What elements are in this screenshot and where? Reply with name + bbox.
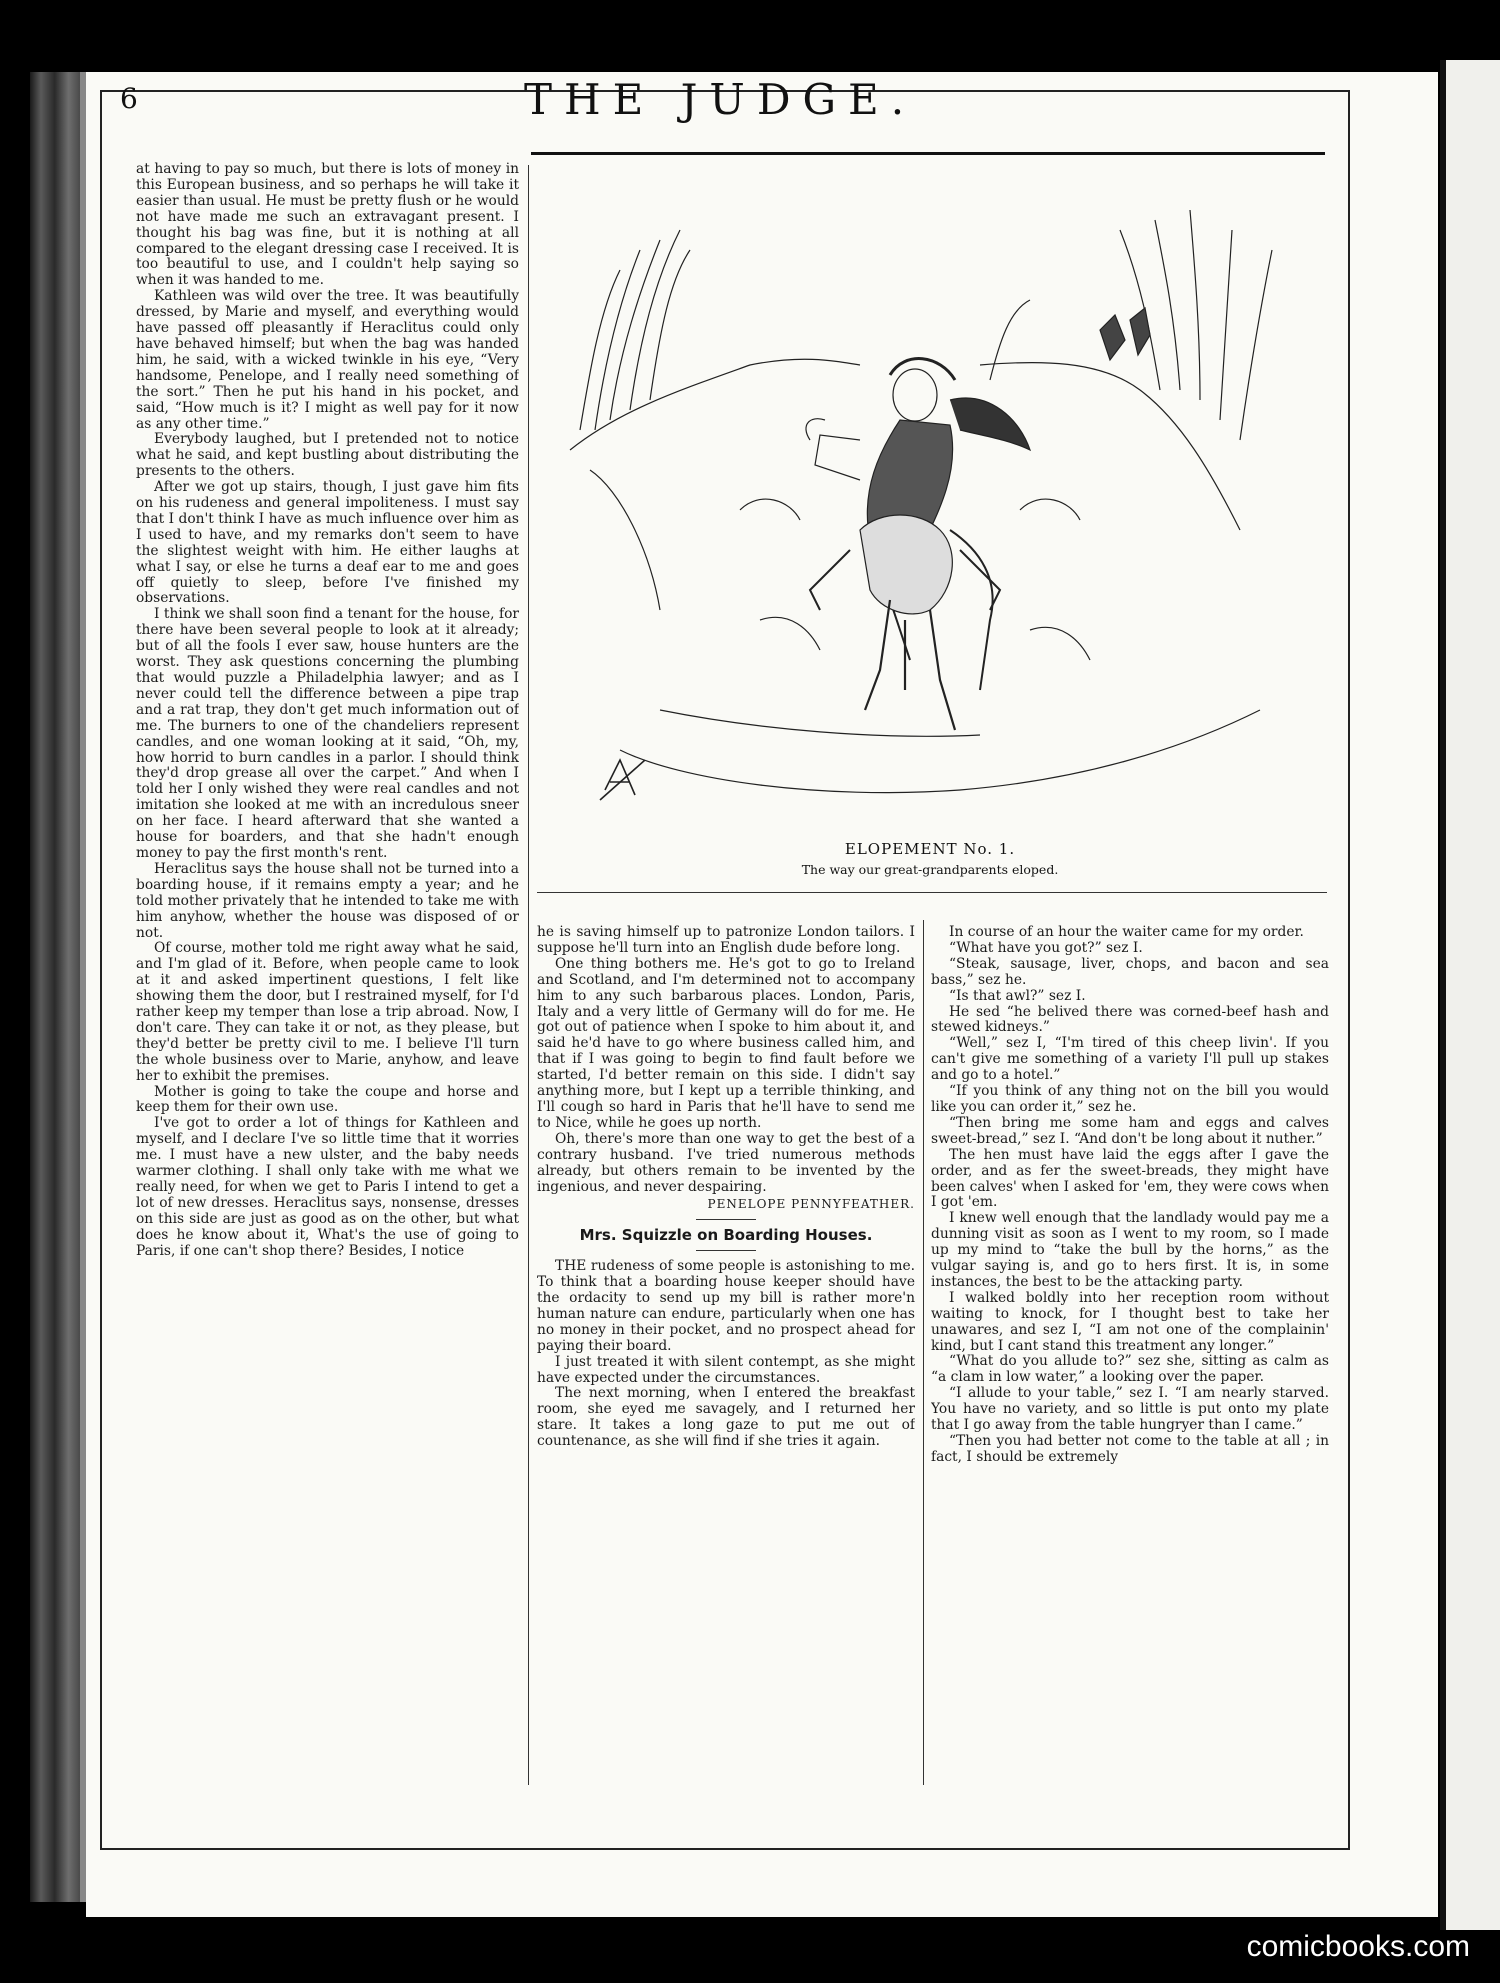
paragraph: I knew well enough that the landlady would pay me a dunning visit as soon as I went to my room, so I made up my mind to “take the bull by the horns,” as the vulgar saying is, and go to hers first. It is, in some instances, the best to be the attacking party. (931, 1210, 1329, 1290)
column-1 (136, 162, 519, 1802)
paragraph: “What have you got?” sez I. (949, 939, 1143, 956)
column-3 (931, 925, 1329, 1795)
masthead-rule (531, 152, 1325, 155)
article-heading: Mrs. Squizzle on Boarding Houses. (579, 1226, 873, 1245)
author-signature: PENELOPE PENNYFEATHER. (707, 1197, 915, 1212)
paragraph: The hen must have laid the eggs after I gave the order, and as fer the sweet-breads, they might have been calves' when I asked for 'em, they were cows when I got 'em. (931, 1146, 1329, 1211)
paragraph: Kathleen was wild over the tree. It was beautifully dressed, by Marie and myself, and everything would have passed off pleasantly if Heraclitus could only have behaved himself; but when the bag was handed him, he said, with a wicked twinkle in his eye, “Very handsome, Penelope, and I really need something of the sort.” Then he put his hand in his pocket, and said, “How much is it? I might as well pay for it now as any other time.” (136, 288, 519, 432)
paragraph: Mother is going to take the coupe and horse and keep them for their own use. (136, 1083, 519, 1116)
masthead-title: THE JUDGE. (523, 75, 917, 124)
caption-rule (537, 892, 1327, 893)
paragraph: “What do you allude to?” sez she, sitting as calm as “a clam in low water,” a looking over the paper. (931, 1353, 1329, 1386)
paragraph: He sed “he belived there was corned-beef hash and stewed kidneys.” (931, 1003, 1329, 1036)
paragraph: Everybody laughed, but I pretended not to notice what he said, and kept bustling about distributing the presents to the others. (136, 431, 519, 480)
paragraph: “Is that awl?” sez I. (949, 987, 1086, 1004)
paragraph: One thing bothers me. He's got to go to Ireland and Scotland, and I'm determined not to accompany him to any such barbarous places. London, Paris, Italy and a very little of Germany will do for me. He got out of patience when I spoke to him about it, and said he'd have to go where business called him, and that if I was going to begin to find fault before we started, I'd better remain on this side. I didn't say anything more, but I kept up a terrible thinking, and I'll cough so hard in Paris that he'll have to send me to Nice, while he goes up north. (537, 955, 915, 1131)
paragraph: I walked boldly into her reception room without waiting to knock, for I thought best to take her unawares, and sez I, “I am not one of the complainin' kind, but I cant stand this treatment any longer.” (931, 1289, 1329, 1354)
paragraph: After we got up stairs, though, I just gave him fits on his rudeness and general impoliteness. I must say that I don't think I have as much influence over him as I used to have, and my remarks don't seem to have the slightest weight with him. He either laughs at what I say, or else he turns a deaf ear to me and goes off quietly to sleep, before I've finished my observations. (136, 479, 519, 607)
paragraph: Heraclitus says the house shall not be turned into a boarding house, if it remains empty a year; and he told mother privately that he intended to take me with him anyhow, whether the house was disposed of or not. (136, 860, 519, 941)
paragraph: at having to pay so much, but there is lots of money in this European business, and so perhaps he will take it easier than usual. He must be pretty flush or he would not have made me such an extravagant present. I thought his bag was fine, but it is nothing at all compared to the elegant dressing case I received. It is too beautiful to use, and I couldn't help saying so when it was handed to me. (136, 162, 519, 289)
paragraph: THE rudeness of some people is astonishing to me. To think that a boarding house keeper should have the ordacity to send up my bill is rather more'n human nature can endure, particularly when one has no money in their pocket, and no prospect ahead for paying their board. (537, 1258, 915, 1354)
paragraph: “I allude to your table,” sez I. “I am nearly starved. You have no variety, and so little is put onto my plate that I go away from the table hungryer than I came.” (931, 1385, 1329, 1434)
paragraph: Of course, mother told me right away what he said, and I'm glad of it. Before, when people came to look at it and asked impertinent questions, I felt like showing them the door, but I restrained myself, for I'd rather keep my temper than lose a trip abroad. Now, I don't care. They can take it or not, as they please, but they'd better be pretty civil to me. I believe I'll turn the whole business over to Marie, anyhow, and leave her to exhibit the premises. (136, 940, 519, 1084)
column-divider (528, 165, 529, 1785)
paragraph: I just treated it with silent contempt, as she might have expected under the circumstances. (537, 1353, 915, 1386)
paragraph: “Then you had better not come to the table at all ; in fact, I should be extremely (931, 1433, 1329, 1465)
elopement-illustration (560, 190, 1300, 830)
paragraph: “If you think of any thing not on the bill you would like you can order it,” sez he. (931, 1083, 1329, 1115)
paragraph: he is saving himself up to patronize London tailors. I suppose he'll turn into an English dude before long. (537, 925, 915, 956)
column-2 (537, 925, 915, 1795)
site-watermark: comicbooks.com (1246, 1930, 1470, 1963)
paragraph: “Steak, sausage, liver, chops, and bacon and sea bass,” sez he. (931, 955, 1329, 988)
paragraph: “Well,” sez I, “I'm tired of this cheep livin'. If you can't give me something of a variety I'll pull up stakes and go to a hotel.” (931, 1035, 1329, 1084)
illustration-caption: The way our great-grandparents eloped. (801, 862, 1059, 877)
illustration-title: ELOPEMENT No. 1. (844, 840, 1016, 858)
paragraph: In course of an hour the waiter came for my order. (949, 925, 1304, 940)
next-page-edge (1440, 60, 1500, 1930)
paragraph: The next morning, when I entered the breakfast room, she eyed me savagely, and I returned her stare. It takes a long gaze to put me out of countenance, as she will find if she tries it again. (537, 1385, 915, 1450)
column-divider (923, 920, 924, 1785)
paragraph: I think we shall soon find a tenant for the house, for there have been several people to look at it already; but of all the fools I ever saw, house hunters are the worst. They ask questions concerning the plumbing that would puzzle a Philadelphia lawyer; and as I never could tell the difference between a pipe trap and a rat trap, they don't get much information out of me. The burners to one of the chandeliers represent candles, and one woman looking at it said, “Oh, my, how horrid to burn candles in a parlor. I should think they'd drop grease all over the carpet.” And when I told her I only wished they were real candles and not imitation she looked at me with an incredulous sneer on her face. I heard afterward that she wanted a house for boarders, and that she hadn't enough money to pay the first month's rent. (136, 606, 519, 861)
paragraph: I've got to order a lot of things for Kathleen and myself, and I declare I've so little time that it worries me. I must have a new ulster, and the baby needs warmer clothing. I shall only take with me what we really need, for when we get to Paris I intend to get a lot of new dresses. Heraclitus says, nonsense, dresses on this side are just as good as on the other, but what does he know about it, What's the use of going to Paris, if one can't shop there? Besides, I notice (136, 1115, 519, 1259)
article-divider (696, 1219, 756, 1220)
paragraph: “Then bring me some ham and eggs and calves sweet-bread,” sez I. “And don't be long about it nuther.” (931, 1114, 1329, 1147)
paragraph: Oh, there's more than one way to get the best of a contrary husband. I've tried numerous methods already, but others remain to be invented by the ingenious, and never despairing. (537, 1130, 915, 1195)
heading-rule (696, 1250, 756, 1251)
page-number: 6 (120, 82, 138, 115)
book-binding (30, 72, 85, 1902)
